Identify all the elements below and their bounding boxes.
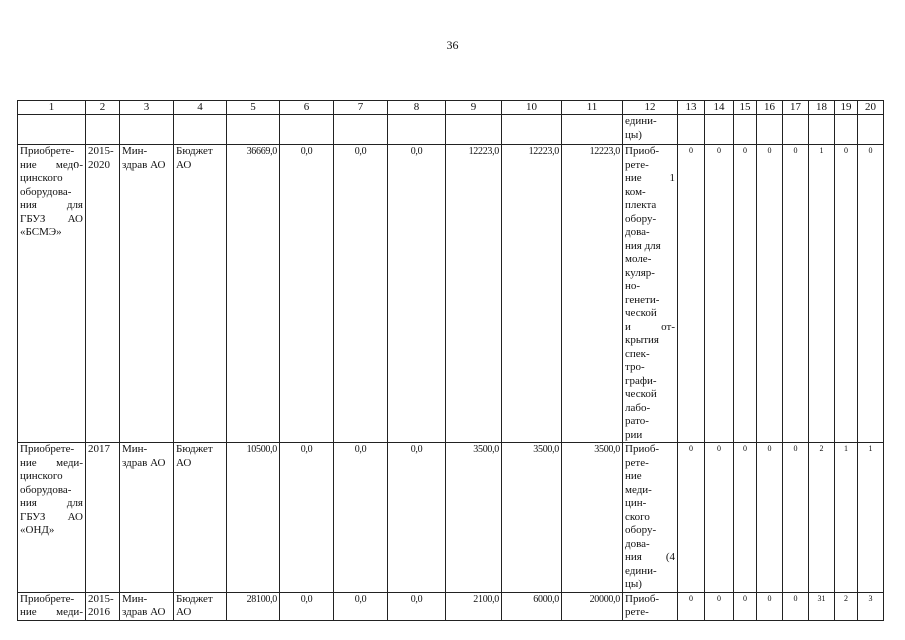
text-line: рете- bbox=[625, 456, 649, 469]
indicator-cell: 0 bbox=[835, 145, 858, 443]
amount-cell: 0,0 bbox=[388, 592, 446, 620]
amount-cell: 6000,0 bbox=[502, 592, 562, 620]
amount-cell: 20000,0 bbox=[562, 592, 623, 620]
text-line: здрав АО bbox=[122, 456, 166, 469]
text-line: цы) bbox=[625, 128, 642, 141]
header-cell: 13 bbox=[678, 101, 705, 115]
text-line: и от- bbox=[625, 320, 675, 333]
text-line: ние меди- bbox=[20, 456, 83, 469]
text-line: обору- bbox=[625, 524, 657, 536]
text-line: куляр- bbox=[625, 266, 655, 279]
amount-cell: 0,0 bbox=[388, 145, 446, 443]
header-cell: 4 bbox=[174, 101, 227, 115]
text-line: Бюджет bbox=[176, 443, 213, 455]
indicator-cell: 0 bbox=[734, 145, 757, 443]
measure-name-cell bbox=[18, 145, 86, 443]
text-line: Приобрете- bbox=[20, 145, 75, 157]
text-line: здрав АО bbox=[122, 606, 166, 618]
text-line: ние медი- bbox=[20, 158, 83, 171]
measure-name-cell bbox=[18, 592, 86, 620]
header-cell: 3 bbox=[120, 101, 174, 115]
text-line: ния для bbox=[20, 497, 83, 509]
text-line: 2015- bbox=[88, 145, 114, 157]
text-line: ГБУЗ АО bbox=[20, 212, 83, 225]
header-cell: 17 bbox=[783, 101, 809, 115]
text-line: крытия bbox=[625, 334, 659, 346]
page-number: 36 bbox=[446, 38, 459, 52]
amount-cell: 0,0 bbox=[280, 145, 334, 443]
text-line: «ОНД» bbox=[20, 524, 55, 536]
result-cell bbox=[623, 592, 678, 620]
text-line: тро- bbox=[625, 361, 645, 373]
amount-cell: 36669,0 bbox=[227, 145, 280, 443]
indicator-cell: 0 bbox=[783, 443, 809, 593]
text-line: Мин- bbox=[122, 145, 148, 157]
text-line: ГБУЗ АО bbox=[20, 510, 83, 523]
text-line: ния (4 bbox=[625, 551, 675, 563]
text-line: цинского bbox=[20, 470, 63, 482]
text-line: Приоб- bbox=[625, 592, 660, 605]
text-line: 2017 bbox=[88, 443, 110, 455]
program-table bbox=[17, 100, 884, 621]
header-cell: 14 bbox=[705, 101, 734, 115]
indicator-cell: 0 bbox=[734, 592, 757, 620]
text-line: моле- bbox=[625, 253, 652, 265]
text-line: дова- bbox=[625, 226, 650, 238]
amount-cell: 0,0 bbox=[334, 443, 388, 593]
text-line: но- bbox=[625, 280, 641, 292]
text-line: цы) bbox=[625, 578, 642, 590]
text-line: АО bbox=[176, 606, 192, 618]
header-cell: 20 bbox=[858, 101, 884, 115]
text-line: оборудова- bbox=[20, 185, 72, 198]
text-line: цинского bbox=[20, 172, 63, 184]
text-line: оборудова- bbox=[20, 483, 72, 496]
executor-cell bbox=[120, 592, 174, 620]
text-line: едини- bbox=[625, 564, 657, 577]
text-line: обору- bbox=[625, 212, 657, 225]
text-line: Бюджет bbox=[176, 592, 213, 605]
amount-cell: 0,0 bbox=[334, 592, 388, 620]
header-cell: 18 bbox=[809, 101, 835, 115]
funding-source-cell bbox=[174, 592, 227, 620]
indicator-cell: 0 bbox=[705, 145, 734, 443]
text-line: плекта bbox=[625, 199, 657, 211]
text-line: рете- bbox=[625, 158, 649, 171]
indicator-cell: 0 bbox=[678, 145, 705, 443]
header-cell: 7 bbox=[334, 101, 388, 115]
continuation-result-cell bbox=[623, 115, 678, 145]
indicator-cell: 0 bbox=[783, 145, 809, 443]
text-line: Мин- bbox=[122, 592, 148, 605]
text-line: спек- bbox=[625, 347, 650, 360]
years-cell bbox=[86, 592, 120, 620]
text-line: 2020 bbox=[88, 158, 110, 171]
header-cell: 16 bbox=[757, 101, 783, 115]
text-line: рете- bbox=[625, 606, 649, 618]
text-line: 2016 bbox=[88, 606, 110, 618]
indicator-cell: 1 bbox=[809, 145, 835, 443]
text-line: Бюджет bbox=[176, 145, 213, 157]
indicator-cell: 0 bbox=[734, 443, 757, 593]
text-line: ком- bbox=[625, 185, 646, 198]
funding-source-cell bbox=[174, 443, 227, 593]
header-cell: 1 bbox=[18, 101, 86, 115]
text-line: Приобрете- bbox=[20, 443, 75, 455]
amount-cell: 0,0 bbox=[280, 443, 334, 593]
amount-cell: 0,0 bbox=[280, 592, 334, 620]
text-line: едини- bbox=[625, 115, 657, 127]
text-line: Приоб- bbox=[625, 443, 660, 455]
measure-name-cell bbox=[18, 443, 86, 593]
header-cell: 11 bbox=[562, 101, 623, 115]
text-line: лабо- bbox=[625, 401, 651, 414]
text-line: ние 1 bbox=[625, 172, 675, 184]
table-row bbox=[18, 145, 884, 443]
text-line: генети- bbox=[625, 293, 660, 306]
indicator-cell: 0 bbox=[705, 443, 734, 593]
funding-source-cell bbox=[174, 145, 227, 443]
indicator-cell: 2 bbox=[835, 592, 858, 620]
text-line: рии bbox=[625, 428, 643, 441]
header-cell: 8 bbox=[388, 101, 446, 115]
indicator-cell: 0 bbox=[757, 592, 783, 620]
amount-cell: 12223,0 bbox=[562, 145, 623, 443]
amount-cell: 28100,0 bbox=[227, 592, 280, 620]
amount-cell: 0,0 bbox=[388, 443, 446, 593]
indicator-cell: 31 bbox=[809, 592, 835, 620]
text-line: ского bbox=[625, 510, 650, 523]
continuation-row bbox=[18, 115, 884, 145]
result-cell bbox=[623, 443, 678, 593]
table-row bbox=[18, 592, 884, 620]
text-line: цин- bbox=[625, 497, 647, 509]
header-cell: 2 bbox=[86, 101, 120, 115]
text-line: 2015- bbox=[88, 592, 114, 605]
header-row bbox=[18, 101, 884, 115]
amount-cell: 0,0 bbox=[334, 145, 388, 443]
amount-cell: 10500,0 bbox=[227, 443, 280, 593]
indicator-cell: 0 bbox=[783, 592, 809, 620]
indicator-cell: 0 bbox=[678, 592, 705, 620]
amount-cell: 12223,0 bbox=[502, 145, 562, 443]
text-line: ния для bbox=[625, 239, 661, 252]
indicator-cell: 0 bbox=[858, 145, 884, 443]
executor-cell bbox=[120, 443, 174, 593]
text-line: ческой bbox=[625, 388, 657, 400]
indicator-cell: 0 bbox=[705, 592, 734, 620]
amount-cell: 12223,0 bbox=[446, 145, 502, 443]
text-line: ние меди- bbox=[20, 606, 83, 618]
indicator-cell: 1 bbox=[858, 443, 884, 593]
header-cell: 6 bbox=[280, 101, 334, 115]
amount-cell: 3500,0 bbox=[446, 443, 502, 593]
amount-cell: 2100,0 bbox=[446, 592, 502, 620]
text-line: Приоб- bbox=[625, 145, 660, 157]
table-row bbox=[18, 443, 884, 593]
indicator-cell: 1 bbox=[835, 443, 858, 593]
years-cell bbox=[86, 145, 120, 443]
text-line: рато- bbox=[625, 415, 649, 427]
header-cell: 12 bbox=[623, 101, 678, 115]
text-line: АО bbox=[176, 158, 192, 171]
text-line: ния для bbox=[20, 199, 83, 211]
text-line: ние bbox=[625, 470, 642, 482]
header-cell: 19 bbox=[835, 101, 858, 115]
indicator-cell: 0 bbox=[678, 443, 705, 593]
header-cell: 5 bbox=[227, 101, 280, 115]
text-line: Приобрете- bbox=[20, 592, 75, 605]
years-cell bbox=[86, 443, 120, 593]
text-line: ческой bbox=[625, 307, 657, 319]
text-line: дова- bbox=[625, 537, 650, 550]
text-line: «БСМЭ» bbox=[20, 226, 62, 238]
result-cell bbox=[623, 145, 678, 443]
indicator-cell: 2 bbox=[809, 443, 835, 593]
indicator-cell: 0 bbox=[757, 145, 783, 443]
amount-cell: 3500,0 bbox=[502, 443, 562, 593]
indicator-cell: 3 bbox=[858, 592, 884, 620]
executor-cell bbox=[120, 145, 174, 443]
header-cell: 10 bbox=[502, 101, 562, 115]
text-line: АО bbox=[176, 456, 192, 469]
header-cell: 15 bbox=[734, 101, 757, 115]
text-line: меди- bbox=[625, 483, 652, 496]
amount-cell: 3500,0 bbox=[562, 443, 623, 593]
text-line: Мин- bbox=[122, 443, 148, 455]
header-cell: 9 bbox=[446, 101, 502, 115]
text-line: графи- bbox=[625, 374, 657, 387]
indicator-cell: 0 bbox=[757, 443, 783, 593]
text-line: здрав АО bbox=[122, 158, 166, 171]
